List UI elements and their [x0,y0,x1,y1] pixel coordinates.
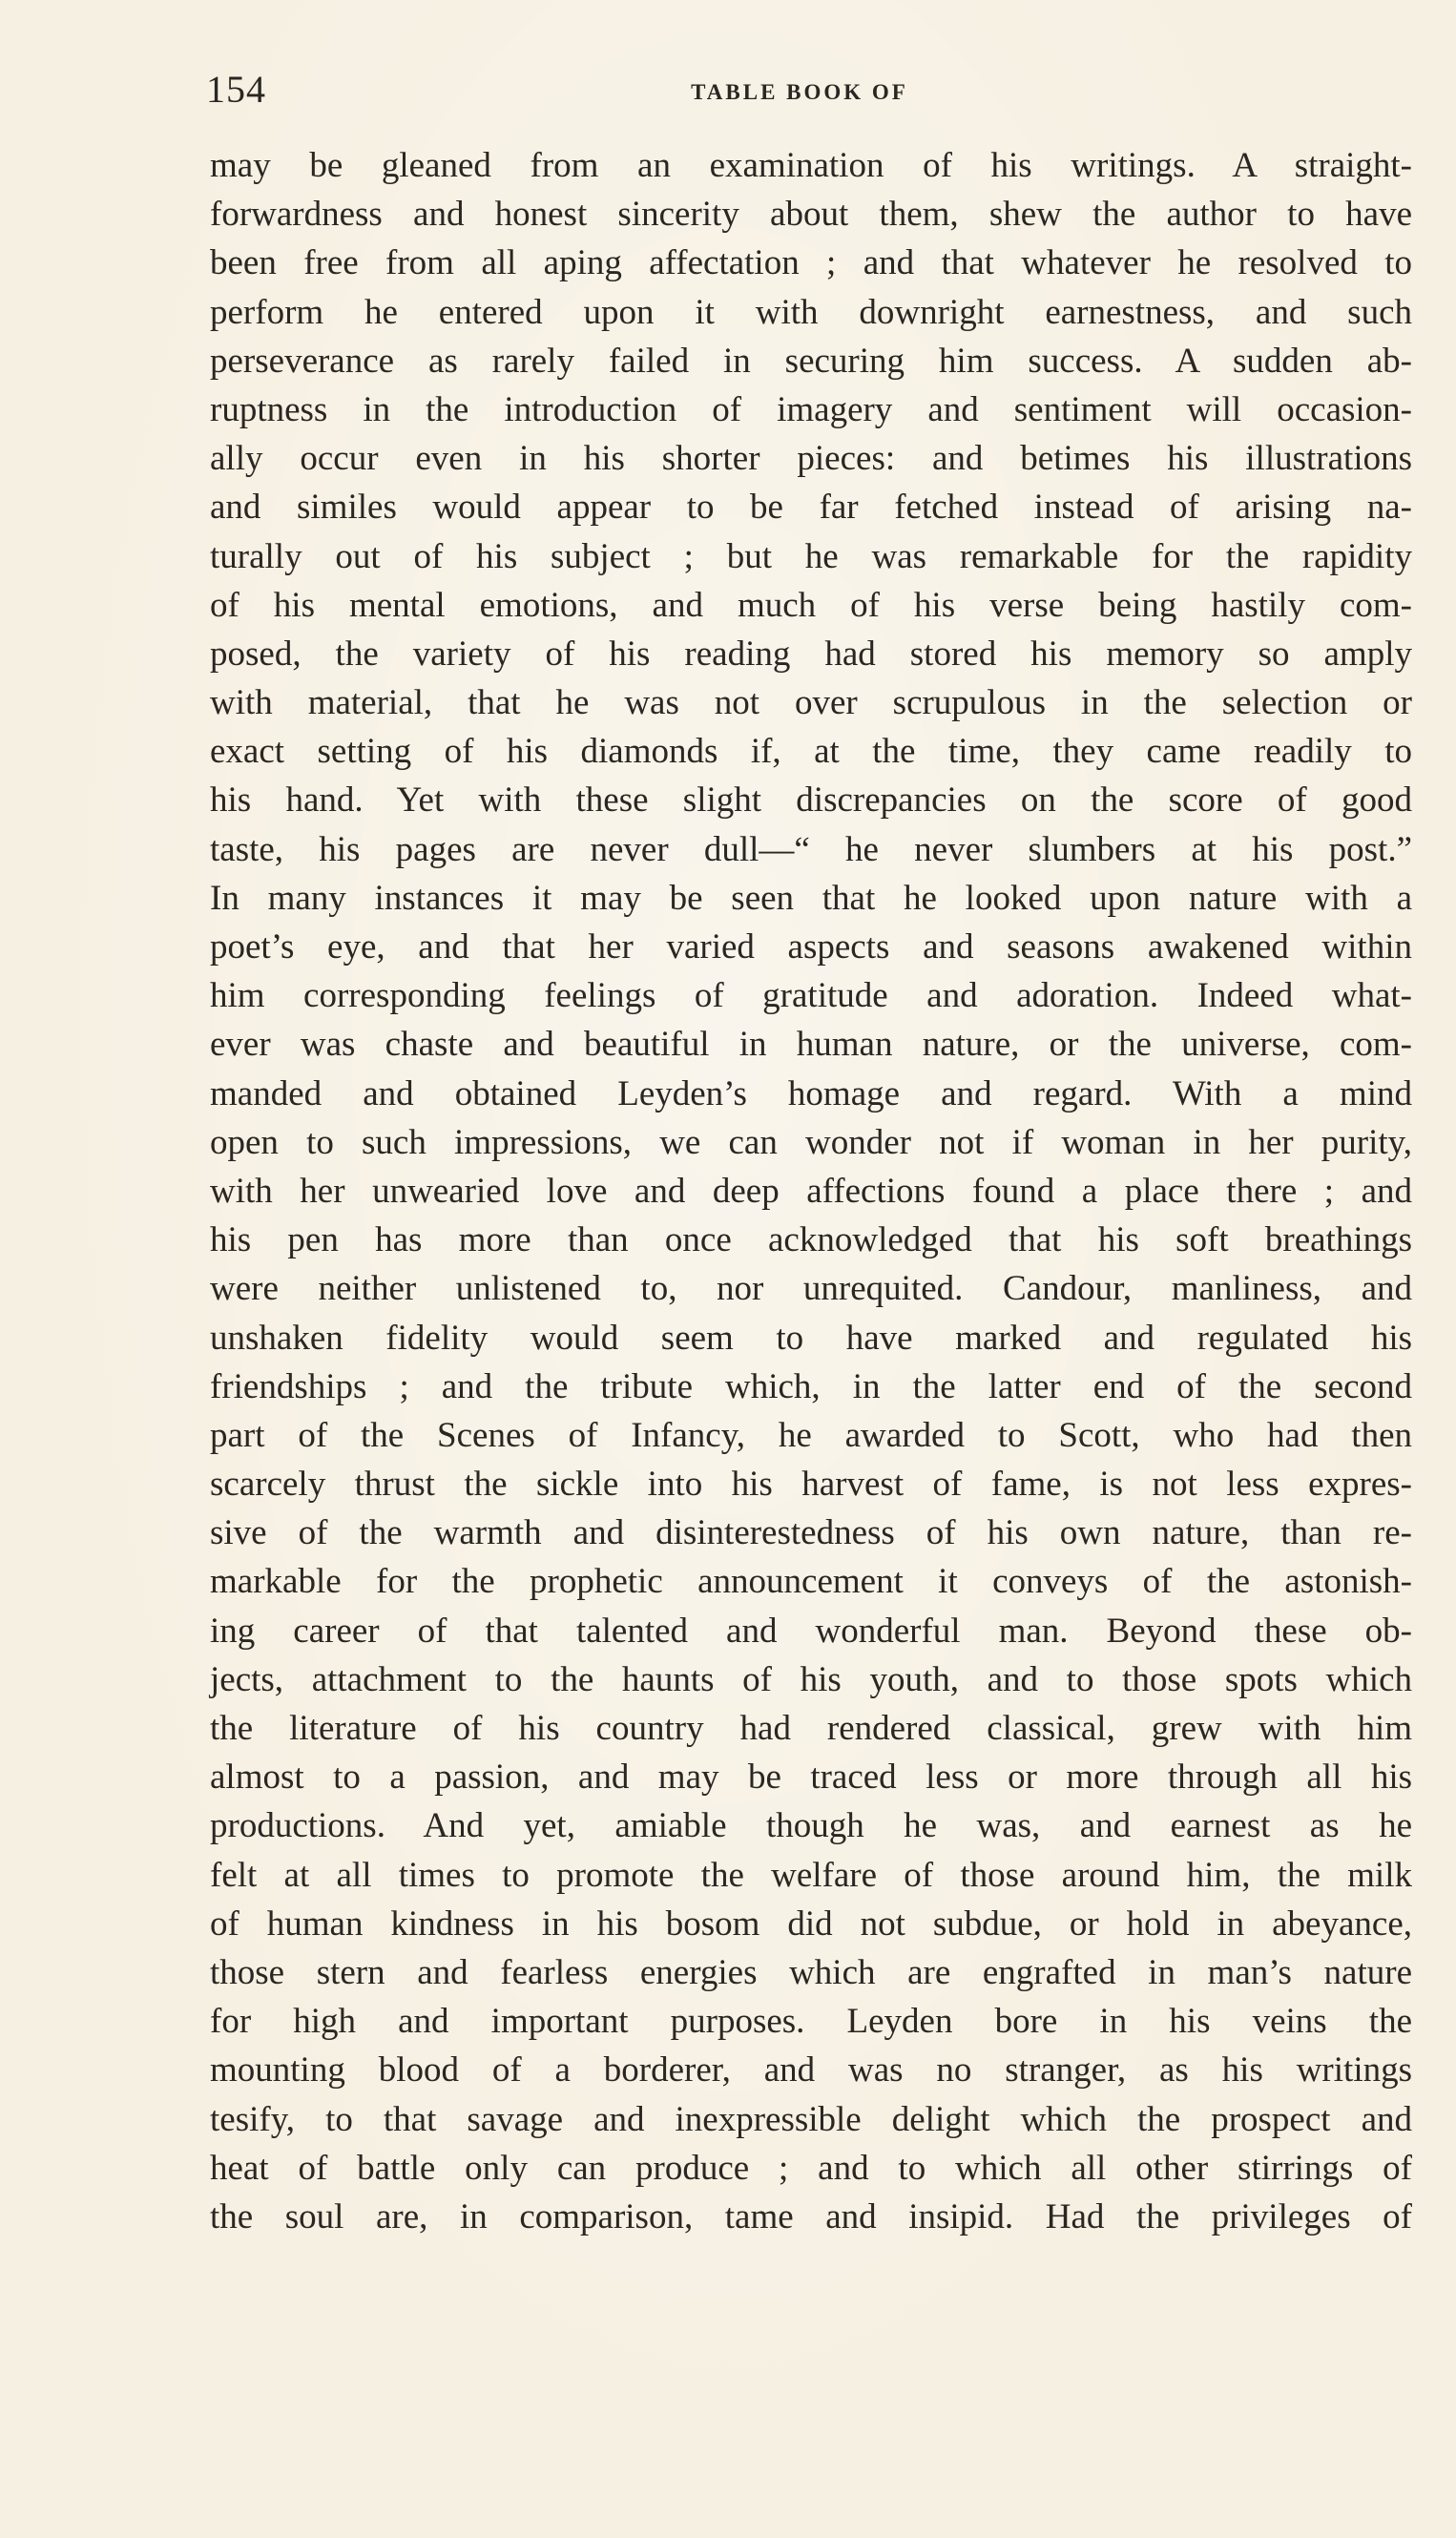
text-line: sive of the warmth and disinterestedness of his own nature, than re- [210,1513,1412,1553]
text-line: mounting blood of a borderer, and was no stranger, as his writings [210,2050,1412,2091]
running-head-title: TABLE BOOK OF [691,80,908,104]
text-line: ever was chaste and beautiful in human nature, or the universe, com- [210,1025,1412,1065]
text-line: poet’s eye, and that her varied aspects and seasons awakened within [210,927,1412,967]
text-line: perseverance as rarely failed in securing him success. A sudden ab- [210,341,1412,381]
text-line: been free from all aping affectation ; and that whatever he resolved to [210,243,1412,283]
text-line: the literature of his country had rendered classical, grew with him [210,1709,1412,1748]
text-line: of his mental emotions, and much of his verse being hastily com- [210,585,1412,625]
text-line: for high and important purposes. Leyden bore in his veins the [210,2002,1412,2042]
text-line: unshaken fidelity would seem to have marked and regulated his [210,1318,1412,1358]
text-line: the soul are, in comparison, tame and insipid. Had the privileges of [210,2196,1412,2236]
text-line: may be gleaned from an examination of his writings. A straight- [210,146,1412,185]
text-line: those stern and fearless energies which are engrafted in man’s nature [210,1952,1412,1992]
text-line: In many instances it may be seen that he looked upon nature with a [210,878,1412,918]
text-line: markable for the prophetic announcement it conveys of the astonish- [210,1562,1412,1602]
text-line: and similes would appear to be far fetched instead of arising na- [210,488,1412,528]
text-line: tesify, to that savage and inexpressible delight which the prospect and [210,2099,1412,2139]
text-line: productions. And yet, amiable though he was, and earnest as he [210,1806,1412,1846]
text-line: his hand. Yet with these slight discrepancies on the score of good [210,780,1412,821]
text-line: manded and obtained Leyden’s homage and regard. With a mind [210,1073,1412,1113]
running-head [206,67,1412,124]
text-line: taste, his pages are never dull—“ he never slumbers at his post.” [210,829,1412,869]
text-line: ruptness in the introduction of imagery and sentiment will occasion- [210,389,1412,429]
text-line: perform he entered upon it with downright earnestness, and such [210,292,1412,332]
text-line: ing career of that talented and wonderful man. Beyond these ob- [210,1611,1412,1651]
text-line: his pen has more than once acknowledged that his soft breathings [210,1220,1412,1260]
text-line: part of the Scenes of Infancy, he awarded to Scott, who had then [210,1415,1412,1455]
text-line: posed, the variety of his reading had stored his memory so amply [210,634,1412,674]
text-line: exact setting of his diamonds if, at the time, they came readily to [210,732,1412,772]
text-line: heat of battle only can produce ; and to which all other stirrings of [210,2148,1412,2188]
text-line: were neither unlistened to, nor unrequited. Candour, manliness, and [210,1269,1412,1309]
page-number: 154 [206,68,266,111]
text-line: with material, that he was not over scrupulous in the selection or [210,683,1412,723]
body-text [210,141,1412,2241]
text-line: felt at all times to promote the welfare of those around him, the milk [210,1855,1412,1895]
text-line: turally out of his subject ; but he was remarkable for the rapidity [210,536,1412,576]
text-line: forwardness and honest sincerity about them, shew the author to have [210,195,1412,235]
text-line: with her unwearied love and deep affections found a place there ; and [210,1171,1412,1211]
text-line: him corresponding feelings of gratitude and adoration. Indeed what- [210,976,1412,1016]
text-line: open to such impressions, we can wonder not if woman in her purity, [210,1122,1412,1162]
text-line: ally occur even in his shorter pieces: and betimes his illustrations [210,439,1412,479]
text-line: of human kindness in his bosom did not subdue, or hold in abeyance, [210,1904,1412,1944]
text-line: friendships ; and the tribute which, in the latter end of the second [210,1366,1412,1406]
text-line: scarcely thrust the sickle into his harvest of fame, is not less expres- [210,1465,1412,1505]
text-line: jects, attachment to the haunts of his youth, and to those spots which [210,1659,1412,1699]
text-line: almost to a passion, and may be traced less or more through all his [210,1758,1412,1798]
